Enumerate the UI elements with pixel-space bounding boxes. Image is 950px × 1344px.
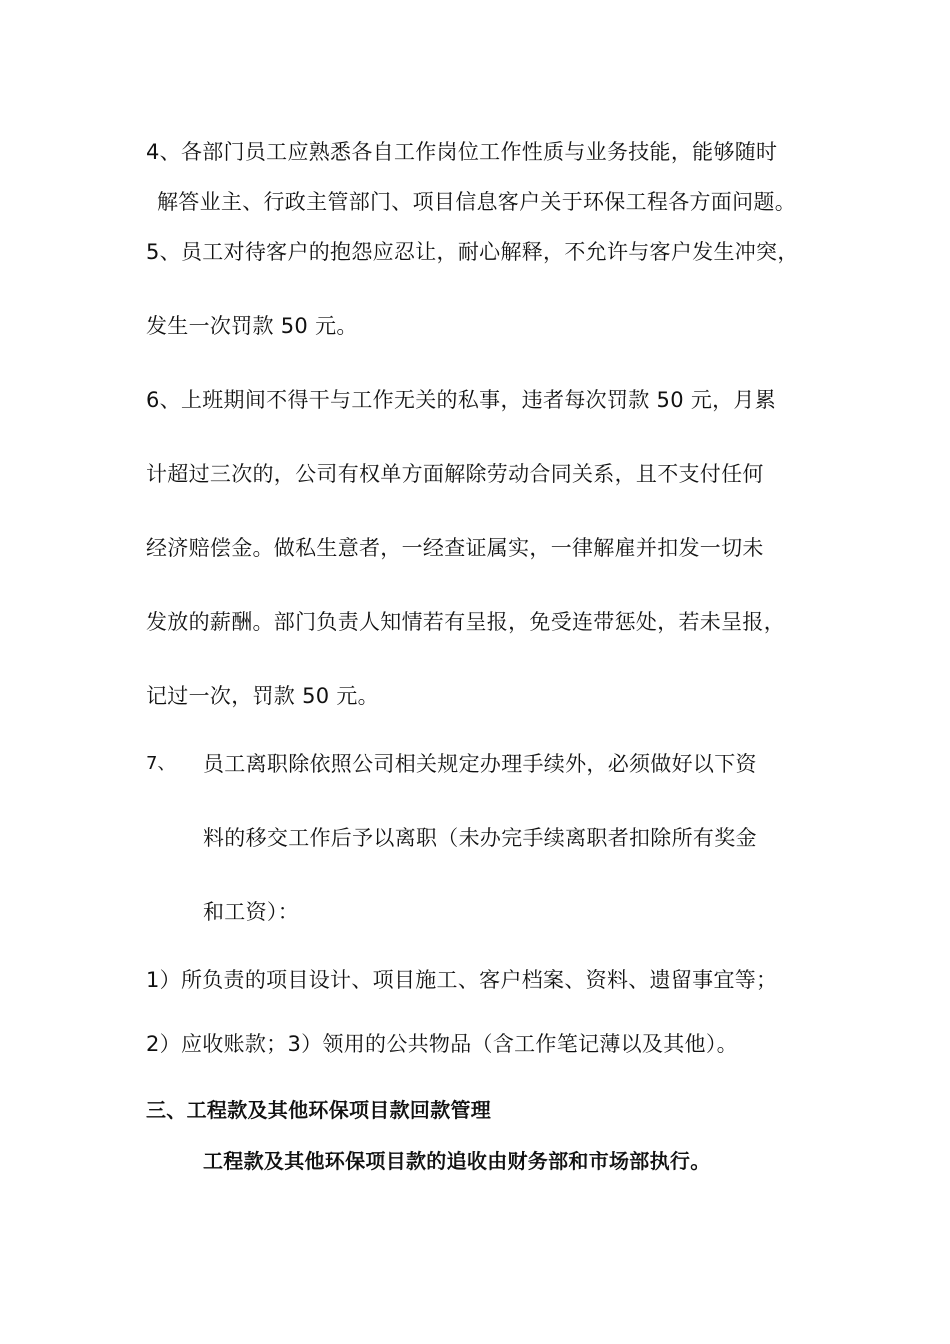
sub-item-1: 1）所负责的项目设计、项目施工、客户档案、资料、遗留事宜等； — [146, 968, 778, 992]
paragraph-6-line-4: 发放的薪酬。部门负责人知情若有呈报，免受连带惩处，若未呈报， — [146, 610, 785, 634]
item-7-line-1: 员工离职除依照公司相关规定办理手续外，必须做好以下资 — [203, 752, 757, 776]
paragraph-4-line-2: 解答业主、行政主管部门、项目信息客户关于环保工程各方面问题。 — [157, 190, 796, 214]
section-3-heading: 三、工程款及其他环保项目款回款管理 — [146, 1098, 492, 1122]
paragraph-5-line-1: 5、员工对待客户的抱怨应忍让，耐心解释，不允许与客户发生冲突， — [146, 240, 799, 264]
paragraph-6-line-2: 计超过三次的，公司有权单方面解除劳动合同关系，且不支付任何 — [146, 462, 764, 486]
section-3-body: 工程款及其他环保项目款的追收由财务部和市场部执行。 — [203, 1149, 711, 1173]
paragraph-6-line-1: 6、上班期间不得干与工作无关的私事，违者每次罚款 50 元，月累 — [146, 388, 777, 412]
item-7-number: 7、 — [146, 753, 176, 774]
sub-item-2: 2）应收账款；3）领用的公共物品（含工作笔记薄以及其他）。 — [146, 1032, 738, 1056]
paragraph-6-line-3: 经济赔偿金。做私生意者，一经查证属实，一律解雇并扣发一切未 — [146, 536, 764, 560]
paragraph-6-line-5: 记过一次，罚款 50 元。 — [146, 684, 379, 708]
item-7-line-2: 料的移交工作后予以离职（未办完手续离职者扣除所有奖金 — [203, 826, 757, 850]
paragraph-4-line-1: 4、各部门员工应熟悉各自工作岗位工作性质与业务技能，能够随时 — [146, 140, 778, 164]
item-7-line-3: 和工资）： — [203, 900, 299, 924]
paragraph-5-line-2: 发生一次罚款 50 元。 — [146, 314, 358, 338]
